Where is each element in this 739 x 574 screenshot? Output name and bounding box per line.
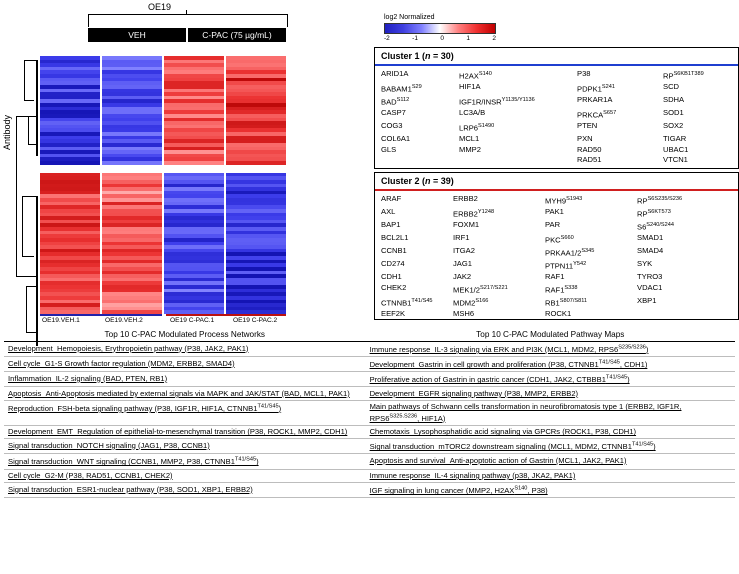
gene-name: RAF1 [545,272,565,282]
group-bracket [88,14,288,27]
gene-name: SDHA [663,95,685,105]
gene-name: MMP2 [459,144,481,154]
gene-name: $MEK1/2^{S217/S221}$ [453,284,508,295]
process-network-entry: Apoptosis_Anti-Apoptosis mediated by external signals via MAPK and JAK/STAT (BAD, MCL1, PAK1) [8,388,350,398]
cluster-gap [40,165,100,173]
gene-name: TIGAR [663,134,687,144]
legend-tick-2: 0 [440,35,444,42]
cluster-gap [226,165,286,173]
gene-name: GLS [381,144,397,154]
gene-name: $CTNNB1^{T41/S45}$ [381,297,433,308]
gene-name: JAK2 [453,272,472,282]
legend-tick-0: -2 [384,35,390,42]
group-label-veh: VEH [88,28,186,42]
gene-name: PRKAR1A [577,95,613,105]
cluster2-gene-list [375,191,738,321]
group-label-cpac: C-PAC (75 µg/mL) [188,28,286,42]
row-dendrogram [14,56,38,314]
gene-name: $BAD^{S112}$ [381,97,410,107]
pathway-map-entry: Main pathways of Schwann cells transformation in neurofibromatosis type 1 (ERBB2, IGF1R, $RPS6^{S325.S236}$, HIF1A) [369,402,682,423]
table-row [4,372,735,387]
gene-name: AXL [381,207,396,217]
gene-name: $BABAM1^{S29}$ [381,84,422,94]
sample-label: OE19.VEH.1 [42,317,80,324]
pathway-map-entry: Development_EGFR signaling pathway (P38, MMP2, ERBB2) [369,388,579,398]
pathway-map-entry: IGF signaling in lung cancer (MMP2, $H2AX^{S140}$, P38) [369,485,548,496]
gene-name: COL6A1 [381,134,411,144]
right-table-header: Top 10 C-PAC Modulated Pathway Maps [476,330,625,339]
gene-name: $IGF1R/INSR^{Y1135/Y1136}$ [459,97,535,107]
gene-name: CDH1 [381,272,402,282]
gene-name: ARAF [381,194,402,203]
gene-name: $S6^{S240/S244}$ [637,222,674,232]
gene-name: UBAC1 [663,144,689,154]
gene-name: $RAF1^{S338}$ [545,284,578,295]
tables-panel [4,328,735,498]
gene-name: $RB1^{S807/S811}$ [545,297,588,308]
table-row [4,439,735,454]
gene-name: TYRO3 [637,272,663,282]
process-network-entry: Reproduction_FSH-beta signaling pathway (P38, IGF1R, HIF1A, $CTNNB1^{T41/S45}$) [8,403,282,413]
gene-name: PAR [545,220,561,230]
pathway-map-entry: Proliferative action of Gastrin in gastric cancer (CDH1, JAK2, $CTBBB1^{T41/S45}$) [369,374,630,385]
gene-name: ERBB2 [453,194,478,203]
table-row [4,454,735,469]
heatmap-panel [0,0,372,330]
gene-name: $PRKAA1/2^{S345}$ [545,248,595,258]
gene-name: CASP7 [381,108,406,118]
gene-name: $PRKCA^{S657}$ [577,110,617,120]
gene-name: SOD1 [663,108,684,118]
gene-name: RAD50 [577,144,602,154]
cluster1-box [374,47,739,169]
left-table-header: Top 10 C-PAC Modulated Process Networks [104,330,266,339]
color-legend [384,14,504,42]
cluster1-gene-list [375,66,738,168]
gene-name: BCL2L1 [381,233,409,243]
gene-name: EEF2K [381,308,406,318]
gene-name: SMAD1 [637,233,664,243]
legend-ticks [384,35,496,42]
gene-name: BAP1 [381,220,401,230]
legend-tick-3: 1 [466,35,470,42]
process-network-entry: Inflammation_IL-2 signaling (BAD, PTEN, RB1) [8,373,168,383]
y-axis-label: Antibody [2,114,12,150]
gene-name: RAD51 [577,155,602,165]
gene-name: ARID1A [381,69,409,78]
gene-name: $RP^{S6KT573}$ [637,209,671,219]
veh-group-bar [40,314,162,316]
gene-name: $MDM2^{S166}$ [453,297,489,308]
gene-name: FOXM1 [453,220,480,230]
gene-name: P38 [577,69,591,78]
table-row [4,342,735,357]
pathway-map-entry: Immune response_IL-3 signaling via ERK and PI3K (MCL1, MDM2, $RPS6^{S235/S236}$) [369,344,649,355]
table-header-row [4,328,735,342]
gene-name: ROCK1 [545,308,572,318]
process-network-entry: Signal transduction_ESR1-nuclear pathway (P38, SOD1, XBP1, ERBB2) [8,484,253,494]
gene-name [381,155,459,166]
gene-name: LC3A/B [459,108,486,118]
sample-label: OE19 C-PAC.2 [233,317,278,324]
gene-name: $RP^{S6KB1T389}$ [663,71,704,81]
cluster-gap [102,165,162,173]
gene-name: $MYH9^{S1943}$ [545,196,583,206]
pathway-map-entry: Development_Gastrin in cell growth and proliferation (P38, $CTNNB1^{T41/S45}$, CDH1) [369,359,648,370]
heatmap-column [40,56,100,314]
gene-name: MSH6 [453,308,475,318]
gene-name: SCD [663,82,680,92]
cluster2-title: Cluster 2 (n = 39) [381,176,454,186]
gene-name: COG3 [381,121,403,131]
gene-name: PTEN [577,121,598,131]
process-network-entry: Cell cycle_G2-M (P38, RAD51, CCNB1, CHEK2) [8,471,173,481]
gene-name: SYK [637,259,653,269]
legend-tick-1: -1 [412,35,418,42]
gene-name [637,309,733,320]
gene-name: MCL1 [459,134,480,144]
table-row [4,426,735,440]
gene-name: SMAD4 [637,246,664,256]
table-row [4,483,735,498]
sample-label: OE19.VEH.2 [105,317,143,324]
legend-title: log2 Normalized [384,14,435,21]
gene-name: SOX2 [663,121,684,131]
gene-name: CHEK2 [381,282,407,292]
sample-label: OE19 C-PAC.1 [170,317,215,324]
process-network-entry: Cell cycle_G1-S Growth factor regulation (MDM2, ERBB2, SMAD4) [8,358,235,368]
heatmap-column [102,56,162,314]
cluster-gap [164,165,224,173]
gene-name: $H2AX^{S140}$ [459,71,492,81]
gene-name: ITGA2 [453,246,475,256]
gene-name: PXN [577,134,593,144]
legend-gradient [384,23,496,34]
gene-name: $RP^{S6S235/S236}$ [637,196,683,206]
gene-name: CCNB1 [381,246,407,256]
gene-name [459,155,577,166]
heatmap-column [226,56,286,314]
table-body [4,342,735,498]
process-network-entry: Development_EMT_Regulation of epithelial-to-mesenchymal transition (P38, ROCK1, MMP2, CDH1) [8,427,348,437]
table-row [4,401,735,426]
process-network-entry: Development_Hemopoiesis, Erythropoietin pathway (P38, JAK2, PAK1) [8,343,249,353]
table-row [4,357,735,372]
gene-name: VDAC1 [637,282,663,292]
cpac-group-bar [166,314,286,316]
cluster2-box [374,172,739,320]
legend-tick-4: 2 [492,35,496,42]
pathway-map-entry: Chemotaxis_Lysophosphatidic acid signaling via GPCRs (ROCK1, P38, CDH1) [369,427,637,437]
gene-name: $PTPN11^{Y542}$ [545,261,587,271]
gene-name: PAK1 [545,207,564,217]
process-network-entry: Signal transduction_WNT signaling (CCNB1, MMP2, P38, $CTNNB1^{T41/S45}$) [8,456,259,467]
table-row [4,470,735,484]
gene-name: JAG1 [453,259,472,269]
heatmap-column [164,56,224,314]
gene-name: XBP1 [637,295,657,305]
pathway-map-entry: Signal transduction_mTORC2 downstream signaling (MCL1, MDM2, $CTNNB1^{T41/S45}$) [369,441,656,452]
gene-name: $PDPK1^{S241}$ [577,84,615,94]
heatmap-grid [40,56,286,314]
gene-name: CD274 [381,259,405,269]
gene-name: $LRP6^{S1490}$ [459,123,495,133]
gene-name: IRF1 [453,233,470,243]
cluster1-title: Cluster 1 (n = 30) [381,51,454,61]
cell-line-label: OE19 [148,2,172,12]
pathway-map-entry: Immune response_IL-4 signaling pathway (p38, JKA2, PAK1) [369,471,576,481]
gene-name: $PKC^{S660}$ [545,235,574,245]
pathway-map-entry: Apoptosis and survival_Anti-apoptotic action of Gastrin (MCL1, JAK2, PAK1) [369,455,627,465]
process-network-entry: Signal transduction_NOTCH signaling (JAG1, P38, CCNB1) [8,440,210,450]
gene-name: HIF1A [459,82,481,92]
table-row [4,387,735,401]
gene-name: VTCN1 [663,155,688,165]
gene-name: $ERBB2^{Y1248}$ [453,209,495,219]
